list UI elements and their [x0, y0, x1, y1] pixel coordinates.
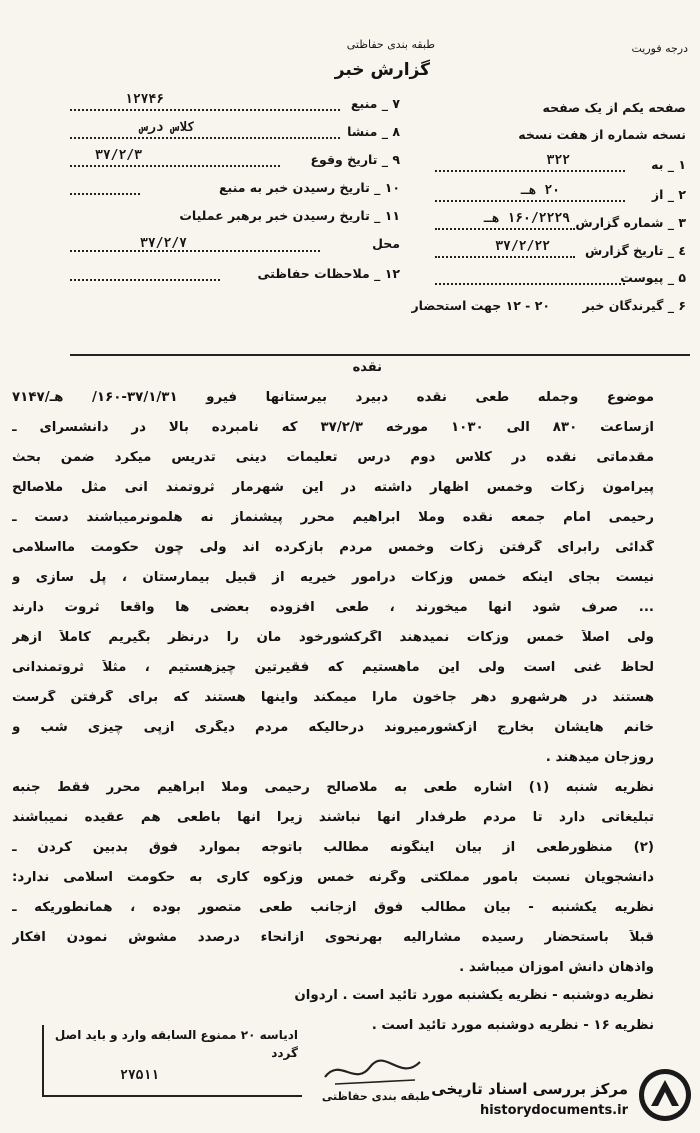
field-attachment-label: ۵ _ پیوست: [620, 270, 686, 285]
field-origin-line: [70, 137, 340, 139]
field-source-received-line: [70, 193, 140, 195]
stamp-box-left-border: [42, 1025, 44, 1095]
field-recipients-label: ۶ _ گیرندگان خبر: [582, 298, 686, 313]
opinion-sunday-line-1: نظریه یکشنبه - بیان مطالب فوق ازجانب طعی متصور بوده ، همانطوریکه ـ: [12, 900, 654, 915]
body-line-4: پیرامون زکات وخمس اظهار داشته در این شهرمار ثروتمند انی مثل ملاصالح: [12, 480, 654, 495]
signature: [320, 1052, 430, 1092]
field-occurrence-date-line: [70, 165, 280, 167]
opinion-saturday-line-2: تبلیغاتی دارد تا مردم طرفدار آنها نباشند زیرا آنها باطعی هم عقیده نمیباشند: [12, 810, 654, 825]
subject-heading: نقده: [352, 360, 382, 375]
field-to-value: ۳۲۲: [546, 153, 570, 168]
watermark-url: historydocuments.ir: [479, 1103, 628, 1118]
classification-label: درجه فوریت: [631, 42, 688, 55]
field-security-notes-line: [70, 279, 220, 281]
field-occurrence-date-value: ۳۷/۲/۳: [95, 148, 142, 163]
copy-number-label: نسخه شماره از هفت نسخه: [518, 127, 686, 142]
field-report-date-line: [435, 256, 575, 258]
receipt-stamp-number: ۲۷۵۱۱: [120, 1068, 160, 1083]
field-to-line: [435, 170, 625, 172]
archive-logo-icon: [636, 1066, 694, 1124]
stamp-box-bottom-border: [42, 1095, 302, 1097]
field-report-date-label: ٤ _ تاریخ گزارش: [584, 243, 686, 258]
field-from-value: ۲۰ هـ: [520, 183, 560, 198]
field-recipients-value: ۲۰ - ۱۲ جهت استحضار: [411, 298, 550, 313]
field-location-value: ۳۷/۲/۷: [140, 236, 187, 251]
body-line-12: خانم هایشان بخارج ازکشورمیروند درحالیکه مردم دیگری ازپی چیزی شب و: [12, 720, 654, 735]
field-report-number-line: [435, 228, 575, 230]
page-count-label: صفحه یکم از یک صفحه: [542, 100, 686, 115]
security-label: طبقه بندی حفاظتی: [346, 38, 435, 51]
body-line-5: رحیمی امام جمعه نقده وملا ابراهیم محرر پیشنماز نه هلمونرمیباشند دست ـ: [12, 510, 654, 525]
body-line-6: گدائی رابرای گرفتن زکات وخمس مردم بازکرده اند ولی چون حکومت مااسلامی: [12, 540, 654, 555]
field-from-line: [435, 200, 625, 202]
body-line-11: هستند در هرشهرو دهر جاخون مارا میمکند واینها هستند که برای گرفتن گرست: [12, 690, 654, 705]
field-from-label: ۲ _ از: [651, 187, 686, 202]
watermark-title: مرکز بررسی اسناد تاریخی: [431, 1080, 628, 1098]
field-source-label: ۷ _ منبع: [350, 96, 400, 111]
field-occurrence-date-label: ۹ _ تاریخ وقوع: [310, 152, 400, 167]
opinion-saturday-line-4: دانشجویان نسبت بامور مملکتی وگرنه خمس وزکوه کاری به حکومت اسلامی ندارد:: [12, 870, 654, 885]
body-line-13: روزجان میدهند .: [545, 750, 654, 765]
header-divider: [70, 354, 690, 356]
opinion-16-line: نظریه ۱۶ - نظریه دوشنبه مورد تائید است .: [371, 1018, 654, 1033]
field-origin-value: کلاس درس: [140, 120, 195, 135]
body-line-7: نیست بجای اینکه خمس وزکات درامور خیریه از قبیل بیمارستان ، پل سازی و: [12, 570, 654, 585]
field-location-label: محل: [372, 236, 400, 251]
opinion-sunday-line-3: واذهان دانش آموزان میباشد .: [459, 960, 654, 975]
body-line-3: مقدماتی نقده در کلاس دوم درس تعلیمات دینی تدریس میکرد ضمن بحث: [12, 450, 654, 465]
opinion-sunday-line-2: قبلاً باستحضار رسیده مشارالیه بهرنحوی ازانحاء درصدد مشوش نمودن افکار: [12, 930, 654, 945]
body-line-9: ولی اصلاً خمس وزکات نمیدهند اگرکشورخود مان را درنظر بگیریم کاملاً ازهر: [12, 630, 654, 645]
field-attachment-line: [435, 283, 625, 285]
field-origin-label: ۸ _ منشا: [347, 124, 400, 139]
field-source-received-label: ۱۰ _ تاریخ رسیدن خبر به منبع: [218, 180, 400, 195]
field-source-value: ۱۲۷۴۶: [125, 92, 165, 107]
field-security-notes-label: ۱۲ _ ملاحظات حفاظتی: [257, 266, 400, 281]
field-report-number-value: ۱۶۰/۲۲۲۹ هـ: [483, 211, 570, 226]
field-location-line: [70, 250, 320, 252]
receipt-stamp: ادیاسه ۲۰ ممنوع السابقه وارد و باید اصل گردد: [54, 1028, 298, 1060]
opinion-saturday-line-3: (۲) منظورطعی از بیان اینگونه مطالب باتوجه بموارد فوق بدبین کردن ـ: [12, 840, 654, 855]
opinion-monday-line: نظریه دوشنبه - نظریه یکشنبه مورد تائید است . اردوان: [294, 988, 654, 1003]
body-line-8: ... صرف شود آنها میخورند ، طعی افزوده بعضی ها واقعاً ثروت دارند: [12, 600, 654, 615]
body-line-2: ازساعت ۸۳۰ الی ۱۰۳۰ مورخه ۳۷/۲/۳ که نامبرده بالا در دانشسرای ـ: [12, 420, 654, 435]
document-title: گزارش خبر: [334, 60, 430, 80]
body-line-10: لحاظ غنی است ولی این ماهستیم که فقیرتین چیزهستیم ، مثلاً ثروتمندانی: [12, 660, 654, 675]
footer-security-label: طبقه بندی حفاظتی: [321, 1090, 430, 1103]
field-report-date-value: ۳۷/۲/۲۲: [495, 239, 550, 254]
field-source-line: [70, 109, 340, 111]
field-to-label: ۱ _ به: [651, 157, 686, 172]
field-report-number-label: ۳ _ شماره گزارش: [575, 215, 686, 230]
field-leader-received-label: ۱۱ _ تاریخ رسیدن خبر برهبر عملیات: [179, 208, 400, 223]
opinion-saturday-line-1: نظریه شنبه (۱) اشاره طعی به ملاصالح رحیمی وملا ابراهیم محرر فقط جنبه: [12, 780, 654, 795]
body-line-1: موضوع وجمله طعی نقده دبیرد بیرستانها فیرو ۳۷/۱/۳۱-۱۶۰/ هـ/۷۱۴۷: [12, 390, 654, 405]
